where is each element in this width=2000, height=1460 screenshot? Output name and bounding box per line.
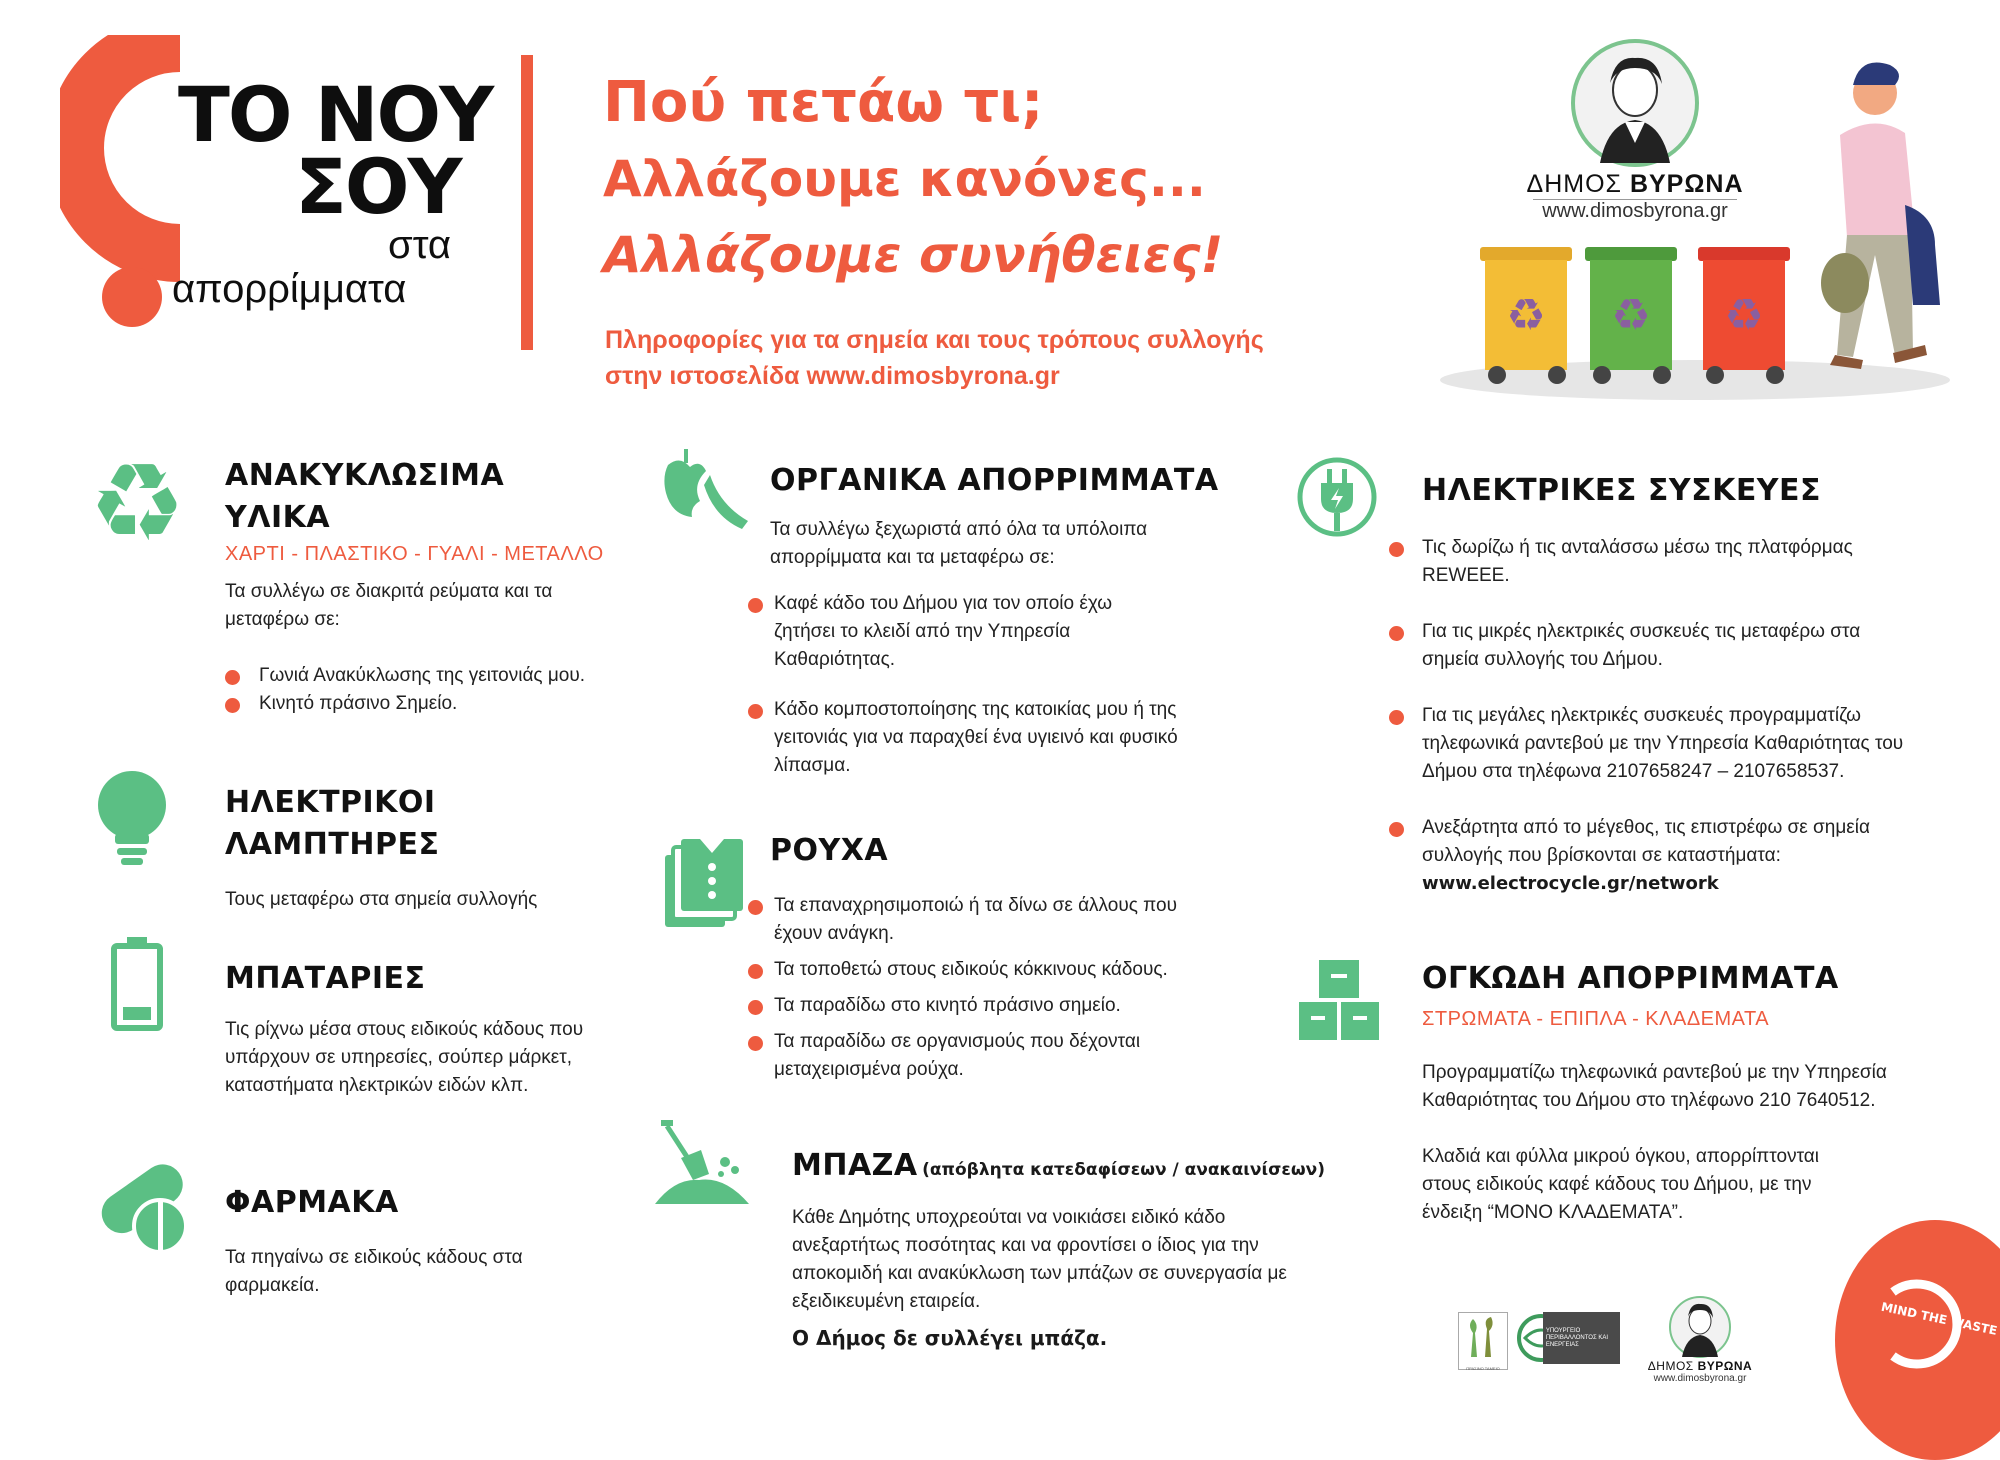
section-lamps bbox=[225, 782, 655, 914]
recycle-text: Τα συλλέγω σε διακριτά ρεύματα και τα μεταφέρω σε: bbox=[225, 581, 553, 630]
medicine-title: ΦΑΡΜΑΚΑ bbox=[225, 1185, 399, 1220]
svg-text:♻: ♻ bbox=[88, 445, 186, 555]
svg-text:♻: ♻ bbox=[1724, 290, 1764, 341]
list-item: Τα παραδίδω στο κινητό πράσινο σημείο. bbox=[748, 992, 1218, 1020]
rubble-note: Ο Δήμος δε συλλέγει μπάζα. bbox=[792, 1326, 1108, 1350]
recycle-title2: ΥΛΙΚΑ bbox=[225, 500, 331, 535]
batteries-title: ΜΠΑΤΑΡΙΕΣ bbox=[225, 961, 426, 996]
rubble-title-note: (απόβλητα κατεδαφίσεων / ανακαινίσεων) bbox=[922, 1160, 1325, 1180]
byron-portrait-small-icon bbox=[1668, 1295, 1732, 1359]
list-item: Τα τοποθετώ στους ειδικούς κόκκινους κάδους. bbox=[748, 956, 1218, 984]
municipality-name-small-plain: ΔΗΜΟΣ bbox=[1647, 1359, 1694, 1373]
list-item: Κάδο κομποστοποίησης της κατοικίας μου ή της γειτονιάς για να παραχθεί ένα υγιεινό και φυσικό λίπασμα. bbox=[748, 696, 1204, 780]
mind-the-waste-ring-icon bbox=[1835, 1220, 2000, 1390]
list-item: Για τις μεγάλες ηλεκτρικές συσκευές προγραμματίζω τηλεφωνικά ραντεβού με την Υπηρεσία Καθαριότητας του Δήμου στα τηλέφωνα 2107658247 – 2107658537. bbox=[1389, 702, 1947, 786]
municipality-name-plain: ΔΗΜΟΣ bbox=[1526, 170, 1622, 198]
svg-text:♻: ♻ bbox=[1506, 290, 1546, 341]
clothes-list bbox=[748, 892, 1218, 1084]
rubble-text: Κάθε Δημότης υποχρεούται να νοικιάσει ειδικό κάδο ανεξαρτήτως ποσότητας και να φροντίσει ο ίδιος για την αποκομιδή και ανακύκλωση των μπάζων σε συνεργασία με εξειδικευμένη εταιρεία. bbox=[792, 1207, 1287, 1312]
rubble-heading bbox=[792, 1145, 1332, 1192]
list-item: Κινητό πράσινο Σημείο. bbox=[225, 690, 655, 718]
recycle-icon bbox=[82, 445, 192, 560]
organic-text: Τα συλλέγω ξεχωριστά από όλα τα υπόλοιπα απορρίμματα και τα μεταφέρω σε: bbox=[770, 519, 1148, 568]
list-item: Τις δωρίζω ή τις ανταλάσσω μέσω της πλατφόρμας REWEEE. bbox=[1389, 534, 1892, 590]
section-bulky bbox=[1422, 958, 1922, 1227]
recycling-bins-icon bbox=[1435, 55, 1965, 405]
organic-list bbox=[748, 590, 1208, 780]
headline bbox=[603, 65, 1403, 293]
lamps-text: Τους μεταφέρω στα σημεία συλλογής bbox=[225, 889, 538, 910]
section-medicine bbox=[225, 1182, 645, 1300]
clothes-icon bbox=[665, 835, 745, 932]
mind-the-waste-badge bbox=[1835, 1220, 2000, 1460]
section-clothes bbox=[770, 830, 1250, 1084]
brand-logo bbox=[60, 35, 500, 335]
headline-line3: Αλλάζουμε συνήθειες! bbox=[603, 226, 1224, 284]
info-line2: στην ιστοσελίδα www.dimosbyrona.gr bbox=[605, 362, 1060, 390]
list-item: Τα παραδίδω σε οργανισμούς που δέχονται μεταχειρισμένα ρούχα. bbox=[748, 1028, 1204, 1084]
bulky-text1: Προγραμματίζω τηλεφωνικά ραντεβού με την Υπηρεσία Καθαριότητας του Δήμου στο τηλέφωνο 210 7640512. bbox=[1422, 1062, 1887, 1111]
ministry-label: ΥΠΟΥΡΓΕΙΟ ΠΕΡΙΒΑΛΛΟΝΤΟΣ ΚΑΙ ΕΝΕΡΓΕΙΑΣ bbox=[1545, 1327, 1608, 1348]
boxes-icon bbox=[1297, 958, 1382, 1048]
bins-illustration bbox=[1435, 55, 1965, 405]
clothes-title: ΡΟΥΧΑ bbox=[770, 833, 889, 868]
electrocycle-link[interactable]: www.electrocycle.gr/network bbox=[1422, 873, 1719, 894]
info-line1: Πληροφορίες για τα σημεία και τους τρόπους συλλογής bbox=[605, 326, 1264, 354]
lightbulb-icon bbox=[95, 768, 170, 873]
recycle-list bbox=[225, 662, 655, 718]
list-item: Τα επαναχρησιμοποιώ ή τα δίνω σε άλλους που έχουν ανάγκη. bbox=[748, 892, 1214, 948]
headline-line2: Αλλάζουμε κανόνες... bbox=[603, 150, 1206, 208]
batteries-text: Τις ρίχνω μέσα στους ειδικούς κάδους που υπάρχουν σε υπηρεσίες, σούπερ μάρκετ, καταστήματα ηλεκτρικών ειδών κλπ. bbox=[225, 1019, 584, 1096]
brand-line2: ΣΟΥ bbox=[295, 142, 461, 231]
list-item: Καφέ κάδο του Δήμου για τον οποίο έχω ζητήσει το κλειδί από την Υπηρεσία Καθαριότητας. bbox=[748, 590, 1164, 674]
municipality-name-bold: ΒΥΡΩΝΑ bbox=[1629, 170, 1744, 198]
brand-line4: απορρίμματα bbox=[172, 267, 407, 311]
medicine-text: Τα πηγαίνω σε ειδικούς κάδους στα φαρμακεία. bbox=[225, 1247, 523, 1296]
svg-text:♻: ♻ bbox=[1611, 290, 1651, 341]
battery-icon bbox=[110, 937, 165, 1037]
brand-line3: στα bbox=[388, 223, 452, 267]
list-item: Ανεξάρτητα από το μέγεθος, τις επιστρέφω σε σημεία συλλογής που βρίσκονται σε καταστήματα: bbox=[1389, 814, 1917, 870]
electric-list bbox=[1389, 534, 1929, 870]
section-organic bbox=[770, 460, 1290, 780]
lamps-title: ΗΛΕΚΤΡΙΚΟΙ ΛΑΜΠΤΗΡΕΣ bbox=[225, 785, 440, 862]
header-divider bbox=[521, 55, 533, 350]
shovel-icon bbox=[655, 1118, 750, 1213]
green-fund-label: ΠΡΑΣΙΝΟ ΤΑΜΕΙΟ bbox=[1466, 1366, 1500, 1371]
section-batteries bbox=[225, 958, 645, 1100]
section-recyclables bbox=[225, 455, 655, 718]
rubble-title: ΜΠΑΖΑ bbox=[792, 1148, 918, 1183]
municipality-url: www.dimosbyrona.gr bbox=[1533, 199, 1737, 223]
info-text bbox=[605, 322, 1365, 394]
plug-icon bbox=[1295, 455, 1379, 544]
pills-icon bbox=[92, 1160, 192, 1260]
section-rubble bbox=[792, 1145, 1332, 1350]
municipality-name-small-bold: ΒΥΡΩΝΑ bbox=[1697, 1359, 1753, 1373]
list-item: Για τις μικρές ηλεκτρικές συσκευές τις μεταφέρω στα σημεία συλλογής του Δήμου. bbox=[1389, 618, 1907, 674]
bulky-title: ΟΓΚΩΔΗ ΑΠΟΡΡΙΜΜΑΤΑ bbox=[1422, 961, 1839, 996]
list-item: Γωνιά Ανακύκλωσης της γειτονιάς μου. bbox=[225, 662, 655, 690]
organic-title: ΟΡΓΑΝΙΚΑ ΑΠΟΡΡΙΜΜΑΤΑ bbox=[770, 463, 1219, 498]
bulky-text2: Κλαδιά και φύλλα μικρού όγκου, απορρίπτονται στους ειδικούς καφέ κάδους του Δήμου, με την ένδειξη “ΜΟΝΟ ΚΛΑΔΕΜΑΤΑ”. bbox=[1422, 1146, 1820, 1223]
recycle-subtitle: ΧΑΡΤΙ - ΠΛΑΣΤΙΚΟ - ΓΥΑΛΙ - ΜΕΤΑΛΛΟ bbox=[225, 543, 604, 565]
brand-line1: ΤΟ ΝΟΥ bbox=[178, 70, 493, 159]
bulky-subtitle: ΣΤΡΩΜΑΤΑ - ΕΠΙΠΛΑ - ΚΛΑΔΕΜΑΤΑ bbox=[1422, 1008, 1770, 1030]
green-fund-logo bbox=[1458, 1312, 1508, 1370]
ministry-logo bbox=[1515, 1312, 1620, 1364]
municipality-name-small bbox=[1640, 1359, 1760, 1373]
headline-line1: Πού πετάω τι; bbox=[603, 70, 1044, 135]
municipality-url-small: www.dimosbyrona.gr bbox=[1653, 1373, 1747, 1384]
apple-banana-icon bbox=[660, 445, 750, 540]
electric-title: ΗΛΕΚΤΡΙΚΕΣ ΣΥΣΚΕΥΕΣ bbox=[1422, 473, 1822, 508]
municipality-logo-small bbox=[1640, 1295, 1760, 1384]
mind-the-waste-label: MIND THE WASTE bbox=[1879, 1299, 1999, 1338]
recycle-title1: ΑΝΑΚΥΚΛΩΣΙΜΑ bbox=[225, 458, 505, 493]
section-electric bbox=[1422, 470, 1962, 898]
